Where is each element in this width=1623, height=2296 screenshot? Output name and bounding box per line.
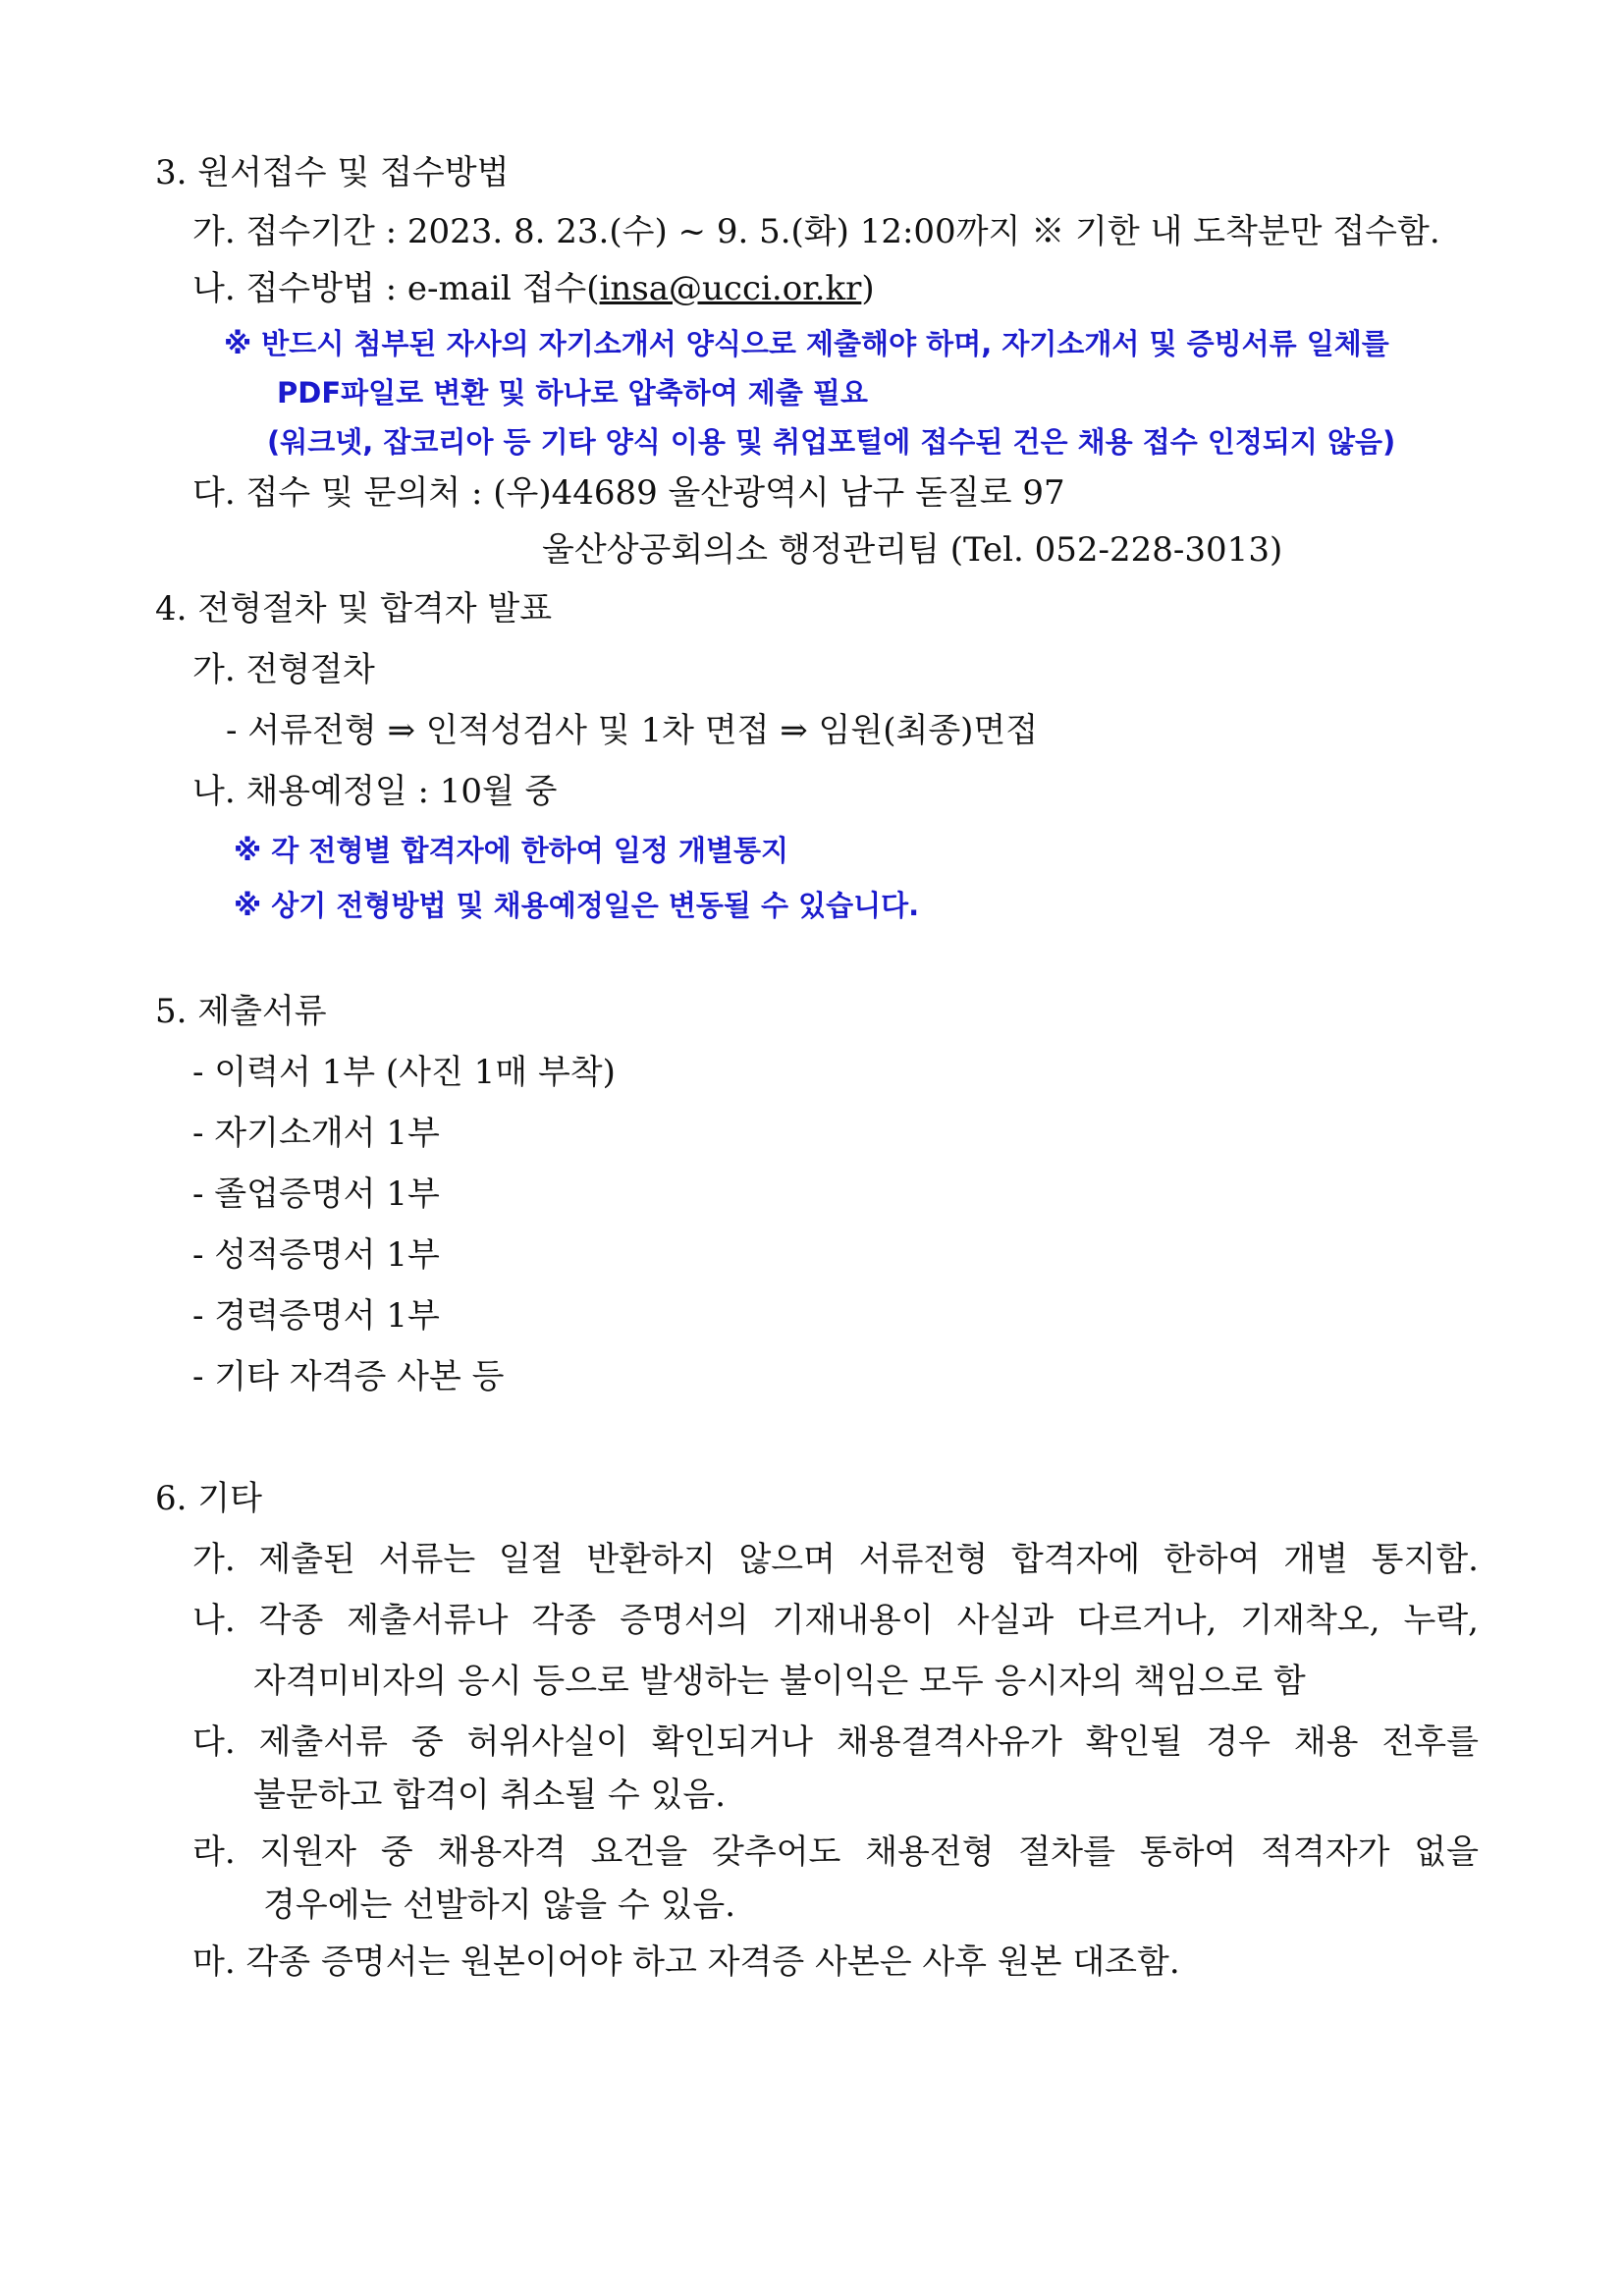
section-5-heading: 5. 제출서류 [155, 992, 327, 1031]
email-link[interactable]: insa@ucci.or.kr [599, 269, 862, 308]
section-6-da-1: 다. 제출서류 중 허위사실이 확인되거나 채용결격사유가 확인될 경우 채용 전후를 [192, 1722, 1479, 1762]
section-5-item: - 이력서 1부 (사진 1매 부착) [192, 1053, 616, 1092]
section-3-na [192, 267, 875, 310]
section-5-item: - 기타 자격증 사본 등 [192, 1357, 505, 1396]
section-3-da-contact: 울산상공회의소 행정관리팀 (Tel. 052-228-3013) [542, 530, 1283, 570]
section-5-item: - 졸업증명서 1부 [192, 1175, 440, 1214]
section-4-heading: 4. 전형절차 및 합격자 발표 [155, 589, 553, 629]
section-6-na-2: 자격미비자의 응시 등으로 발생하는 불이익은 모두 응시자의 책임으로 함 [253, 1662, 1306, 1701]
section-3-heading: 3. 원서접수 및 접수방법 [155, 153, 510, 192]
section-6-ra-1: 라. 지원자 중 채용자격 요건을 갖추어도 채용전형 절차를 통하여 적격자가 없을 [192, 1832, 1479, 1872]
section-5-item: - 성적증명서 1부 [192, 1235, 440, 1275]
section-4-note-2: ※ 상기 전형방법 및 채용예정일은 변동될 수 있습니다. [234, 889, 920, 922]
section-6-na-1: 나. 각종 제출서류나 각종 증명서의 기재내용이 사실과 다르거나, 기재착오, 누락, [192, 1601, 1479, 1640]
section-3-na-suffix: ) [861, 269, 875, 308]
section-4-na: 나. 채용예정일 : 10월 중 [192, 772, 558, 811]
section-6-ga: 가. 제출된 서류는 일절 반환하지 않으며 서류전형 합격자에 한하여 개별 통지함. [192, 1540, 1479, 1579]
section-3-na-prefix: 나. 접수방법 : e-mail 접수( [192, 269, 600, 308]
section-6-heading: 6. 기타 [155, 1479, 262, 1518]
section-5-item: - 경력증명서 1부 [192, 1296, 440, 1336]
section-6-ra-2: 경우에는 선발하지 않을 수 있음. [263, 1886, 736, 1925]
section-5-item: - 자기소개서 1부 [192, 1114, 440, 1153]
section-3-note-1: ※ 반드시 첨부된 자사의 자기소개서 양식으로 제출해야 하며, 자기소개서 및 증빙서류 일체를 [224, 327, 1389, 360]
section-3-note-2: PDF파일로 변환 및 하나로 압축하여 제출 필요 [277, 376, 868, 410]
section-3-ga: 가. 접수기간 : 2023. 8. 23.(수) ~ 9. 5.(화) 12:00까지 ※ 기한 내 도착분만 접수함. [192, 212, 1440, 251]
section-4-ga: 가. 전형절차 [192, 650, 375, 689]
section-3-note-3: (워크넷, 잡코리아 등 기타 양식 이용 및 취업포털에 접수된 건은 채용 접수 인정되지 않음) [267, 425, 1396, 459]
section-4-steps: - 서류전형 ⇒ 인적성검사 및 1차 면접 ⇒ 임원(최종)면접 [226, 711, 1039, 750]
section-6-da-2: 불문하고 합격이 취소될 수 있음. [253, 1776, 727, 1815]
section-3-da: 다. 접수 및 문의처 : (우)44689 울산광역시 남구 돋질로 97 [192, 473, 1065, 513]
section-6-ma: 마. 각종 증명서는 원본이어야 하고 자격증 사본은 사후 원본 대조함. [192, 1942, 1180, 1982]
section-4-note-1: ※ 각 전형별 합격자에 한하여 일정 개별통지 [234, 834, 789, 867]
